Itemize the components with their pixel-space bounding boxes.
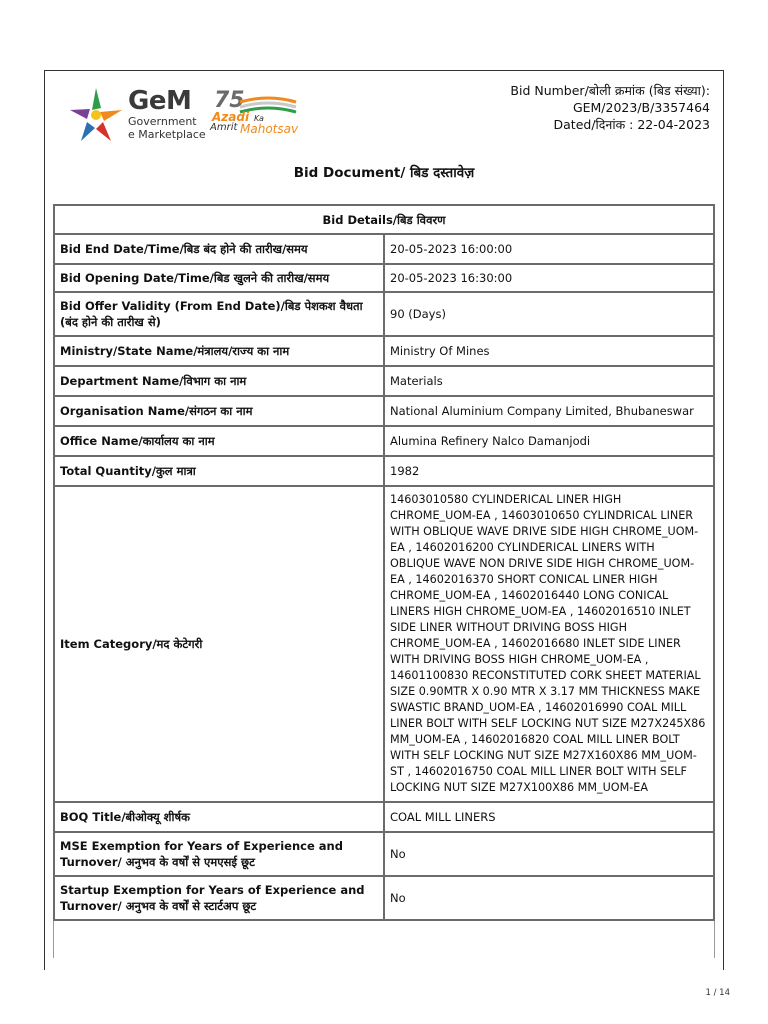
bid-date: Dated/दिनांक : 22-04-2023 [553,117,710,132]
table-row [54,876,714,920]
mahotsav-word: Mahotsav [240,122,299,136]
table-row [54,336,714,366]
row-label: Total Quantity/कुल मात्रा [54,456,384,486]
bid-number: GEM/2023/B/3357464 [572,100,710,115]
row-label: BOQ Title/बीओक्यू शीर्षक [54,802,384,832]
gem-name: GeM [128,86,192,116]
table-row [54,802,714,832]
row-value: 1982 [384,456,714,486]
row-label: MSE Exemption for Years of Experience and Turnover/ अनुभव के वर्षों से एमएसई छूट [54,832,384,876]
row-value: 90 (Days) [384,292,714,336]
row-label: Office Name/कार्यालय का नाम [54,426,384,456]
row-label: Bid Offer Validity (From End Date)/बिड पेशकश वैधता (बंद होने की तारीख से) [54,292,384,336]
gem-line1: Government [128,115,197,128]
row-label: Organisation Name/संगठन का नाम [54,396,384,426]
row-value: 20-05-2023 16:00:00 [384,234,714,264]
azadi-word: Azadi [212,110,250,124]
table-heading: Bid Details/बिड विवरण [54,205,714,234]
bid-number-label: Bid Number/बोली क्रमांक (बिड संख्या): [510,83,710,98]
row-value: Materials [384,366,714,396]
table-row [54,832,714,876]
row-label: Item Category/मद केटेगरी [54,486,384,802]
gem-logo [66,84,206,144]
table-row [54,366,714,396]
amrit-word: Amrit [210,122,238,133]
row-value: Alumina Refinery Nalco Damanjodi [384,426,714,456]
table-row [54,292,714,336]
gem-line2: e Marketplace [128,128,206,141]
row-label: Startup Exemption for Years of Experience and Turnover/ अनुभव के वर्षों से स्टार्टअप छूट [54,876,384,920]
document-title: Bid Document/ बिड दस्तावेज़ [293,165,475,181]
table-row [54,396,714,426]
bid-details-table [53,204,715,921]
ka-word: Ka [254,114,264,123]
gem-star-icon [66,84,126,144]
row-label: Ministry/State Name/मंत्रालय/राज्य का नाम [54,336,384,366]
row-value: No [384,832,714,876]
row-value: 20-05-2023 16:30:00 [384,264,714,292]
table-continuation [53,921,715,958]
table-row [54,264,714,292]
row-label: Bid End Date/Time/बिड बंद होने की तारीख/समय [54,234,384,264]
azadi-75: 75 [214,88,245,113]
row-label: Bid Opening Date/Time/बिड खुलने की तारीख/समय [54,264,384,292]
page-number: 1 / 14 [705,988,730,998]
table-row [54,456,714,486]
row-value: Ministry Of Mines [384,336,714,366]
table-row [54,486,714,802]
item-category-value: 14603010580 CYLINDERICAL LINER HIGH CHROME_UOM-EA , 14603010650 CYLINDRICAL LINER WITH OBLIQUE WAVE DRIVE SIDE HIGH CHROME_UOM-EA , 14602016200 CYLINDERICAL LINERS WITH OBLIQUE WAVE NON DRIVE SIDE HIGH CHROME_UOM-EA , 14602016370 SHORT CONICAL LINER HIGH CHROME_UOM-EA , 14602016440 LONG CONICAL LINERS HIGH CHROME_UOM-EA , 14602016510 INLET SIDE LINER WITHOUT DRIVING BOSS HIGH CHROME_UOM-EA , 14602016680 INLET SIDE LINER WITH DRIVING BOSS HIGH CHROME_UOM-EA , 14601100830 RECONSTITUTED CORK SHEET MATERIAL SIZE 0.90MTR X 0.90 MTR X 3.17 MM THICKNESS MAKE SWASTIC BRAND_UOM-EA , 14602016990 COAL MILL LINER BOLT WITH SELF LOCKING NUT SIZE M27X245X86 MM_UOM-EA , 14602016820 COAL MILL LINER BOLT WITH SELF LOCKING NUT SIZE M27X160X86 MM_UOM-ST , 14602016750 COAL MILL LINER BOLT WITH SELF LOCKING NUT SIZE M27X100X86 MM_UOM-EA [384,486,714,802]
table-row [54,426,714,456]
azadi-ka-amrit-mahotsav-logo [210,90,300,136]
row-label: Department Name/विभाग का नाम [54,366,384,396]
row-value: COAL MILL LINERS [384,802,714,832]
bid-header [510,82,710,133]
row-value: National Aluminium Company Limited, Bhubaneswar [384,396,714,426]
table-row [54,234,714,264]
row-value: No [384,876,714,920]
